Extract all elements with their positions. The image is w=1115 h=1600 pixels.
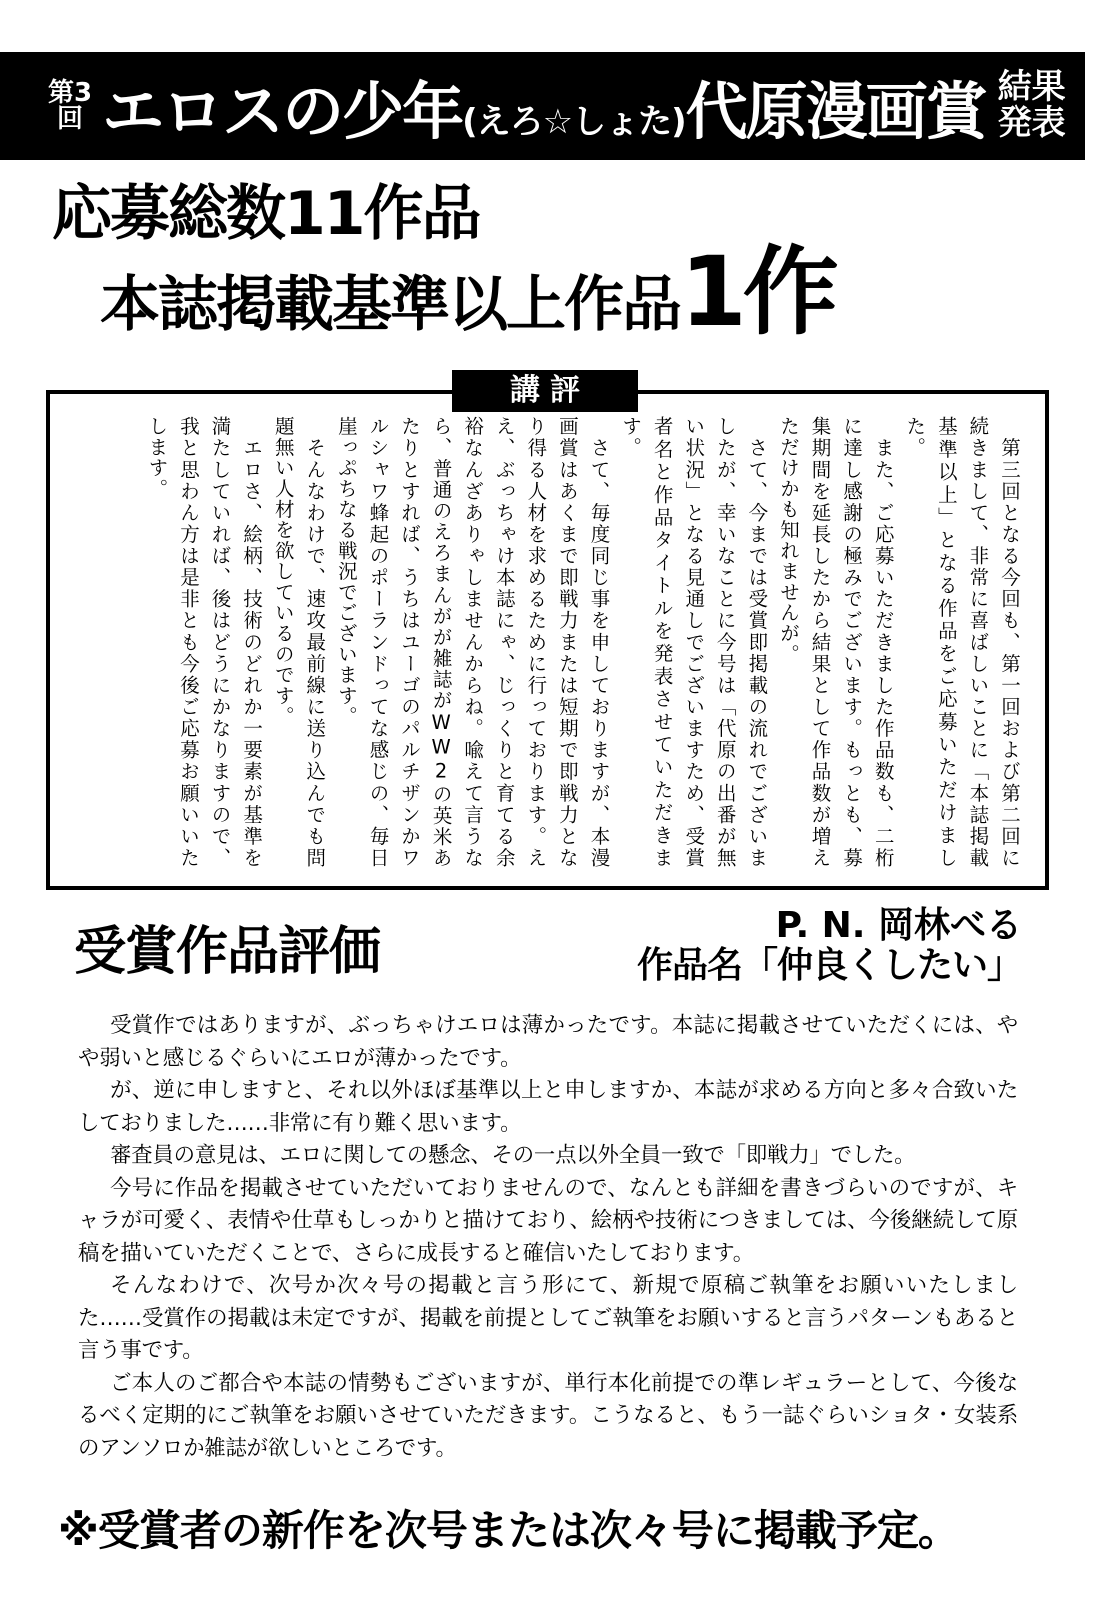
award-winner-info [637,906,1022,987]
issue-number [48,80,92,132]
qualified-count: 1作 [680,236,835,348]
review-body: 第三回となる今回も、第一回および第二回に続きまして、非常に喜ばしいことに「本誌掲載基準以上」となる作品をご応募いただけました。 また、ご応募いただきました作品数も、二桁に達し感謝の極みでございます。もっとも、募集期間を延長したから結果として作品数が増えただけかも知れませんが。 さて、今までは受賞即掲載の流れでございましたが、幸いなことに今号は「代原の出番が無い状況」となる見通しでございますため、受賞者名と作品タイトルを発表させていただきます。 さて、毎度同じ事を申しておりますが、本漫画賞はあくまで即戦力または短期で即戦力となり得る人材を求めるために行っております。ええ、ぶっちゃけ本誌にゃ、じっくりと育てる余裕なんざありゃしませんからね。喩えて言うなら、普通のえろまんがが雑誌がWW2の英米あたりとすれば、うちはユーゴのパルチザンかワルシャワ蜂起のポーランドってな感じの、毎日崖っぷちなる戦況でございます。 そんなわけで、速攻最前線に送り込んでも問題無い人材を欲しているのです。 エロさ、絵柄、技術のどれか一要素が基準を満たしていれば、後はどうにかなりますので、我と思わん方は是非とも今後ご応募お願いいたします。 [145,416,1021,868]
issue-number-line1: 第3 [48,78,93,108]
review-box [46,390,1049,890]
total-submissions: 応募総数11作品 [52,179,480,249]
award-paragraph: ご本人のご都合や本誌の情勢もございますが、単行本化前提での準レギュラーとして、今後なるべく定期的にご執筆をお願いさせていただきます。こうなると、もう一誌ぐらいショタ・女装系のアンソロか雑誌が欲しいところです。 [78,1370,1018,1461]
qualified-label: 本誌掲載基準以上作品 [100,270,680,340]
result-announcement [997,67,1066,143]
banner-title-reading: (えろ☆しょた) [462,101,686,142]
qualified-submissions [100,236,1115,348]
review-label: 講評 [452,370,638,412]
award-paragraph: そんなわけで、次号か次々号の掲載と言う形にて、新規で原稿ご執筆をお願いいたしました……受賞作の掲載は未定ですが、掲載を前提としてご執筆をお願いすると言うパターンもあると言う事です。 [78,1273,1018,1364]
submission-stats [0,179,1115,348]
award-body [78,1010,1018,1465]
award-work-title: 作品名「仲良くしたい」 [636,945,1022,987]
banner-title-part1: エロスの少年 [102,74,463,148]
award-section-title: 受賞作品評価 [74,921,381,982]
banner-title-part2: 代原漫画賞 [685,74,986,148]
award-pen-name: P. N. 岡林べる [775,905,1022,946]
award-paragraph: 審査員の意見は、エロに関しての懸念、その一点以外全員一致で「即戦力」でした。 [110,1143,916,1169]
banner-title [102,62,986,151]
award-paragraph: が、逆に申しますと、それ以外ほぼ基準以上と申しますか、本誌が求める方向と多々合致いたしておりました……非常に有り難く思います。 [78,1078,1018,1136]
award-header [74,906,1022,987]
award-paragraph: 今号に作品を掲載させていただいておりませんので、なんとも詳細を書きづらいのですが、キャラが可愛く、表情や仕草もしっかりと描けており、絵柄や技術につきましては、今後継続して原稿を描いていただくことで、さらに成長すると確信いたしております。 [78,1175,1018,1266]
header-banner [0,52,1085,160]
result-line2: 発表 [997,103,1066,143]
award-paragraph: 受賞作ではありますが、ぶっちゃけエロは薄かったです。本誌に掲載させていただくには、やや弱いと感じるぐらいにエロが薄かったです。 [78,1013,1018,1071]
result-line1: 結果 [997,67,1066,108]
issue-number-line2: 回 [57,104,84,134]
footer-note: ※受賞者の新作を次号または次々号に掲載予定。 [58,1506,959,1555]
